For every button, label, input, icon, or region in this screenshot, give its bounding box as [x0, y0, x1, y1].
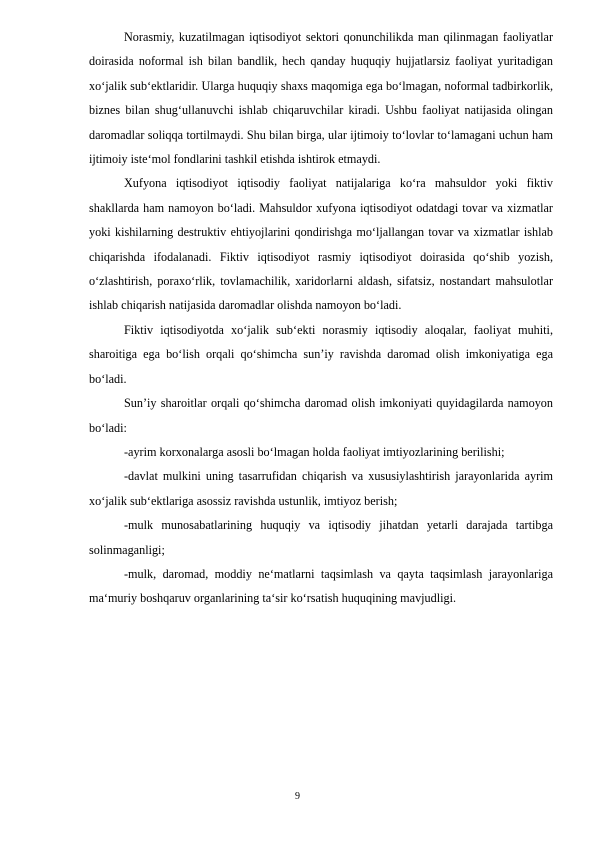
paragraph-shadow-economy-forms: Xufyona iqtisodiyot iqtisodiy faoliyat natijalariga ko‘ra mahsuldor yoki fiktiv shakllarda ham namoyon bo‘ladi. Mahsuldor xufyona iqtisodiyot odatdagi tovar va xizmatlar yoki kishilarning destruktiv ehtiyojlarini qondirishga mo‘ljallangan tovar va xizmatlar ishlab chiqarishda ifodalanadi. Fiktiv iqtisodiyot rasmiy iqtisodiyot doirasida qo‘shib yozish, o‘zlashtirish, poraxo‘rlik, tovlamachilik, xaridorlarni aldash, sifatsiz, nostandart mahsulotlar ishlab chiqarish natijasida daromadlar olishda namoyon bo‘ladi. [89, 176, 553, 313]
list-item-privileges: -ayrim korxonalarga asosli bo‘lmagan holda faoliyat imtiyozlarining berilishi; [124, 444, 505, 459]
paragraph-fictive-economy: Fiktiv iqtisodiyotda xo‘jalik sub‘ekti norasmiy iqtisodiy aloqalar, faoliyat muhiti, sharoitiga ega bo‘lish orqali qo‘shimcha sun’iy ravishda daromad olish imkoniyatiga ega bo‘ladi. [89, 322, 553, 386]
list-item-administrative-influence: -mulk, daromad, moddiy ne‘matlarni taqsimlash va qayta taqsimlash jarayonlariga ma‘muriy boshqaruv organlarining ta‘sir ko‘rsatish huquqining mavjudligi. [89, 566, 553, 606]
paragraph-informal-sector: Norasmiy, kuzatilmagan iqtisodiyot sektori qonunchilikda man qilinmagan faoliyatlar doirasida noformal ish bilan bandlik, hech qanday huquqiy hujjatlarsiz faoliyat yuritadigan xo‘jalik sub‘ektlaridir. Ularga huquqiy shaxs maqomiga ega bo‘lmagan, noformal tadbirkorlik, biznes bilan shug‘ullanuvchi ishlab chiqaruvchilar kiradi. Ushbu faoliyat natijasida olingan daromadlar soliqqa tortilmaydi. Shu bilan birga, ular ijtimoiy to‘lovlar to‘lamagani uchun ham ijtimoiy iste‘mol fondlarini tashkil etishda ishtirok etmaydi. [89, 30, 553, 167]
paragraph-artificial-conditions: Sun’iy sharoitlar orqali qo‘shimcha daromad olish imkoniyati quyidagilarda namoyon bo‘ladi: [89, 396, 553, 435]
list-item-privatization: -davlat mulkini uning tasarrufidan chiqarish va xususiylashtirish jarayonlarida ayrim xo‘jalik sub‘ektlariga asossiz ravishda ustunlik, imtiyoz berish; [89, 469, 553, 508]
page-number: 9 [295, 791, 300, 802]
list-item-property-relations: -mulk munosabatlarining huquqiy va iqtisodiy jihatdan yetarli darajada tartibga solinmaganligi; [89, 518, 553, 557]
document-body [89, 25, 553, 611]
